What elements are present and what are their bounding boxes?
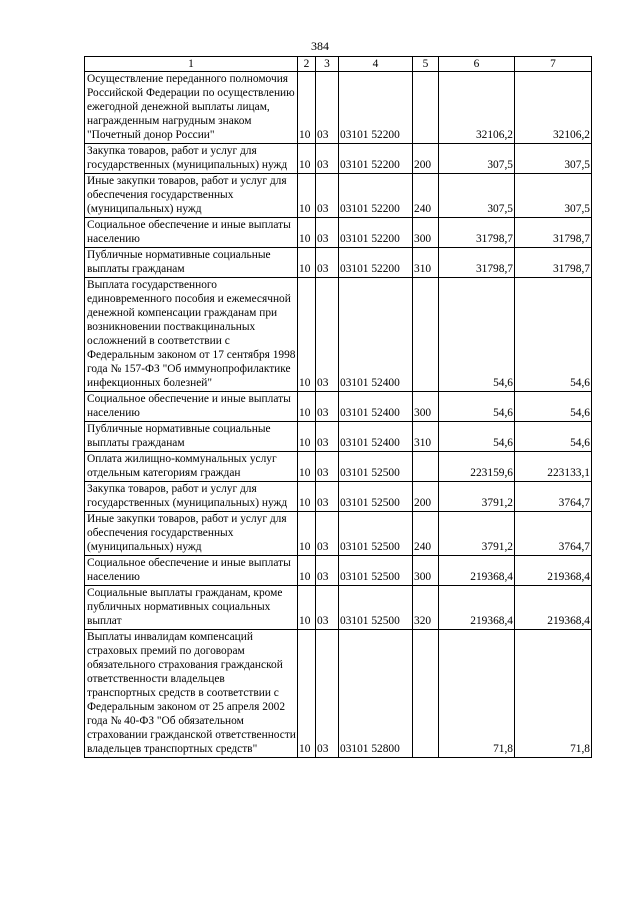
subsection-code: 03: [316, 278, 339, 392]
row-item-name: Осуществление переданного полномочия Российской Федерации по осуществлению ежегодной денежной выплаты лицам, награжденным нагрудным знаком "Почетный донор России": [85, 72, 298, 144]
subsection-code: 03: [316, 586, 339, 630]
amount-year-1: 32106,2: [439, 72, 515, 144]
column-header-7: 7: [515, 57, 592, 72]
budget-table: [84, 56, 592, 758]
section-code: 10: [298, 248, 316, 278]
table-row: [85, 72, 592, 144]
row-item-name: Оплата жилищно-коммунальных услуг отдельным категориям граждан: [85, 452, 298, 482]
table-row: [85, 144, 592, 174]
amount-year-2: 307,5: [515, 174, 592, 218]
amount-year-2: 54,6: [515, 422, 592, 452]
amount-year-2: 3764,7: [515, 512, 592, 556]
target-article-code: 03101 52500: [339, 512, 413, 556]
amount-year-1: 3791,2: [439, 512, 515, 556]
amount-year-2: 223133,1: [515, 452, 592, 482]
subsection-code: 03: [316, 174, 339, 218]
table-row: [85, 512, 592, 556]
target-article-code: 03101 52200: [339, 72, 413, 144]
table-row: [85, 218, 592, 248]
expense-type-code: [413, 278, 439, 392]
expense-type-code: [413, 452, 439, 482]
expense-type-code: 200: [413, 482, 439, 512]
table-row: [85, 556, 592, 586]
column-header-3: 3: [316, 57, 339, 72]
target-article-code: 03101 52200: [339, 248, 413, 278]
subsection-code: 03: [316, 556, 339, 586]
amount-year-2: 54,6: [515, 278, 592, 392]
amount-year-1: 3791,2: [439, 482, 515, 512]
amount-year-1: 307,5: [439, 174, 515, 218]
table-row: [85, 630, 592, 758]
row-item-name: Публичные нормативные социальные выплаты гражданам: [85, 422, 298, 452]
section-code: 10: [298, 392, 316, 422]
expense-type-code: 310: [413, 248, 439, 278]
target-article-code: 03101 52200: [339, 144, 413, 174]
page-number: 384: [311, 39, 329, 53]
amount-year-1: 307,5: [439, 144, 515, 174]
amount-year-1: 31798,7: [439, 218, 515, 248]
amount-year-1: 54,6: [439, 422, 515, 452]
section-code: 10: [298, 586, 316, 630]
section-code: 10: [298, 482, 316, 512]
expense-type-code: 240: [413, 512, 439, 556]
section-code: 10: [298, 174, 316, 218]
subsection-code: 03: [316, 452, 339, 482]
target-article-code: 03101 52200: [339, 218, 413, 248]
table-row: [85, 422, 592, 452]
column-header-5: 5: [413, 57, 439, 72]
row-item-name: Выплата государственного единовременного пособия и ежемесячной денежной компенсации гражданам при возникновении поствакцинальных осложнений в соответствии с Федеральным законом от 17 сентября 1998 года № 157-ФЗ "Об иммунопрофилактике инфекционных болезней": [85, 278, 298, 392]
amount-year-2: 54,6: [515, 392, 592, 422]
target-article-code: 03101 52500: [339, 556, 413, 586]
section-code: 10: [298, 556, 316, 586]
table-row: [85, 452, 592, 482]
section-code: 10: [298, 512, 316, 556]
row-item-name: Иные закупки товаров, работ и услуг для обеспечения государственных (муниципальных) нужд: [85, 174, 298, 218]
expense-type-code: 320: [413, 586, 439, 630]
amount-year-1: 71,8: [439, 630, 515, 758]
section-code: 10: [298, 630, 316, 758]
table-header-row: [85, 57, 592, 72]
section-code: 10: [298, 278, 316, 392]
table-row: [85, 278, 592, 392]
row-item-name: Социальные выплаты гражданам, кроме публичных нормативных социальных выплат: [85, 586, 298, 630]
expense-type-code: 300: [413, 556, 439, 586]
section-code: 10: [298, 144, 316, 174]
amount-year-1: 54,6: [439, 392, 515, 422]
target-article-code: 03101 52500: [339, 586, 413, 630]
target-article-code: 03101 52500: [339, 482, 413, 512]
expense-type-code: 200: [413, 144, 439, 174]
amount-year-2: 32106,2: [515, 72, 592, 144]
subsection-code: 03: [316, 218, 339, 248]
subsection-code: 03: [316, 144, 339, 174]
row-item-name: Закупка товаров, работ и услуг для государственных (муниципальных) нужд: [85, 482, 298, 512]
target-article-code: 03101 52400: [339, 278, 413, 392]
table-row: [85, 248, 592, 278]
target-article-code: 03101 52400: [339, 392, 413, 422]
expense-type-code: 310: [413, 422, 439, 452]
table-row: [85, 482, 592, 512]
row-item-name: Публичные нормативные социальные выплаты гражданам: [85, 248, 298, 278]
subsection-code: 03: [316, 392, 339, 422]
amount-year-2: 71,8: [515, 630, 592, 758]
amount-year-1: 31798,7: [439, 248, 515, 278]
row-item-name: Иные закупки товаров, работ и услуг для обеспечения государственных (муниципальных) нужд: [85, 512, 298, 556]
amount-year-2: 307,5: [515, 144, 592, 174]
row-item-name: Социальное обеспечение и иные выплаты населению: [85, 218, 298, 248]
row-item-name: Социальное обеспечение и иные выплаты населению: [85, 392, 298, 422]
amount-year-1: 54,6: [439, 278, 515, 392]
column-header-1: 1: [85, 57, 298, 72]
amount-year-1: 219368,4: [439, 556, 515, 586]
expense-type-code: [413, 630, 439, 758]
subsection-code: 03: [316, 630, 339, 758]
row-item-name: Выплаты инвалидам компенсаций страховых премий по договорам обязательного страхования гражданской ответственности владельцев транспортных средств в соответствии с Федеральным законом от 25 апреля 2002 года № 40-ФЗ "Об обязательном страховании гражданской ответственности владельцев транспортных средств": [85, 630, 298, 758]
target-article-code: 03101 52800: [339, 630, 413, 758]
subsection-code: 03: [316, 72, 339, 144]
section-code: 10: [298, 218, 316, 248]
section-code: 10: [298, 452, 316, 482]
amount-year-2: 219368,4: [515, 586, 592, 630]
target-article-code: 03101 52200: [339, 174, 413, 218]
row-item-name: Закупка товаров, работ и услуг для государственных (муниципальных) нужд: [85, 144, 298, 174]
amount-year-2: 219368,4: [515, 556, 592, 586]
expense-type-code: 240: [413, 174, 439, 218]
column-header-6: 6: [439, 57, 515, 72]
subsection-code: 03: [316, 482, 339, 512]
column-header-4: 4: [339, 57, 413, 72]
target-article-code: 03101 52500: [339, 452, 413, 482]
expense-type-code: 300: [413, 392, 439, 422]
target-article-code: 03101 52400: [339, 422, 413, 452]
subsection-code: 03: [316, 248, 339, 278]
expense-type-code: [413, 72, 439, 144]
column-header-2: 2: [298, 57, 316, 72]
amount-year-1: 223159,6: [439, 452, 515, 482]
subsection-code: 03: [316, 512, 339, 556]
table-row: [85, 392, 592, 422]
section-code: 10: [298, 422, 316, 452]
amount-year-2: 31798,7: [515, 218, 592, 248]
amount-year-2: 3764,7: [515, 482, 592, 512]
subsection-code: 03: [316, 422, 339, 452]
row-item-name: Социальное обеспечение и иные выплаты населению: [85, 556, 298, 586]
expense-type-code: 300: [413, 218, 439, 248]
table-row: [85, 586, 592, 630]
table-row: [85, 174, 592, 218]
amount-year-2: 31798,7: [515, 248, 592, 278]
amount-year-1: 219368,4: [439, 586, 515, 630]
section-code: 10: [298, 72, 316, 144]
